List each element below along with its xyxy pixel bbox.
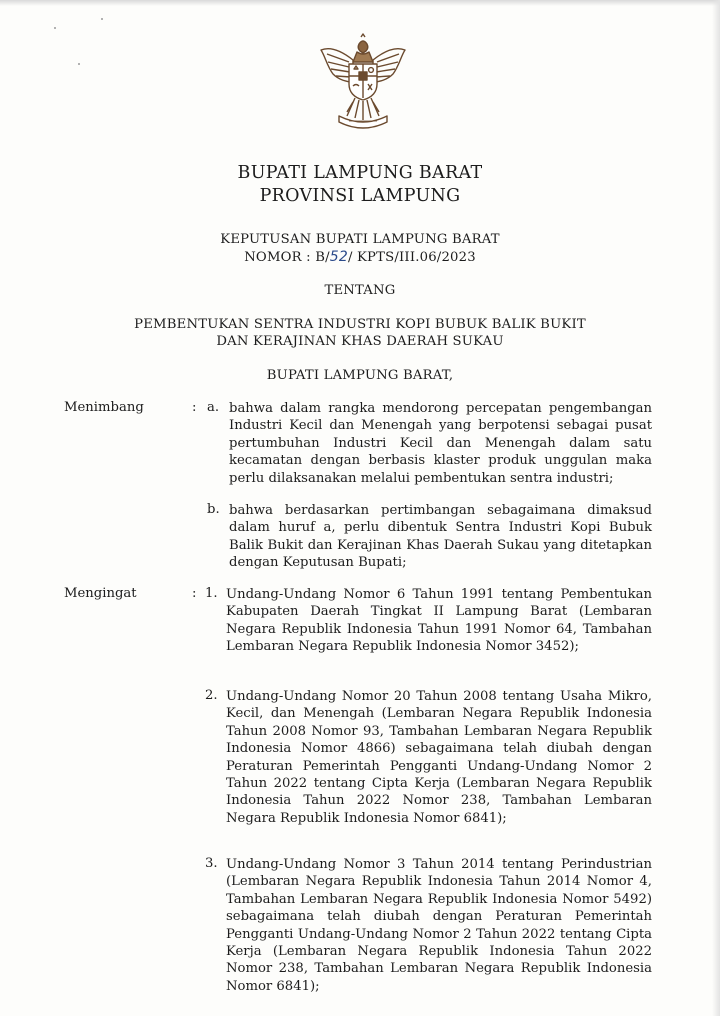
decree-title: KEPUTUSAN BUPATI LAMPUNG BARAT [220,232,500,247]
province-title: PROVINSI LAMPUNG [259,186,461,206]
mengingat-mark-3: 3. [205,856,218,871]
office-title: BUPATI LAMPUNG BARAT [237,163,483,183]
menimbang-item-b: bahwa berdasarkan pertimbangan sebagaimana dimaksud dalam huruf a, perlu dibentuk Sentra Industri Kopi Bubuk Balik Bukit dan Kerajinan Khas Daerah Sukau yang ditetapkan dengan Keputusan Bupati; [229,503,652,571]
scan-edge-right [712,0,720,1016]
menimbang-colon: : [192,400,197,415]
scan-edge-top [0,0,720,6]
subject-line-1: PEMBENTUKAN SENTRA INDUSTRI KOPI BUBUK BALIK BUKIT [134,317,586,332]
mengingat-item-3: Undang-Undang Nomor 3 Tahun 2014 tentang Perindustrian (Lembaran Negara Republik Indonesia Tahun 2014 Nomor 4, Tambahan Lembaran Negara Republik Indonesia Nomor 5492) sebagaimana telah diubah dengan Peraturan Pemerintah Pengganti Undang-Undang Nomor 2 Tahun 2022 tentang Cipta Kerja (Lembaran Negara Republik Indonesia Tahun 2022 Nomor 238, Tambahan Lembaran Negara Republik Indonesia Nomor 6841); [226,857,652,994]
scan-speck [101,18,103,20]
mengingat-item-1: Undang-Undang Nomor 6 Tahun 1991 tentang Pembentukan Kabupaten Daerah Tingkat II Lampung Barat (Lembaran Negara Republik Indonesia Tahun 1991 Nomor 64, Tambahan Lembaran Negara Republik Indonesia Nomor 3452); [226,587,652,655]
menimbang-mark-a: a. [207,400,220,415]
mengingat-colon: : [192,586,197,601]
mengingat-label: Mengingat [64,586,137,601]
menimbang-label: Menimbang [64,400,144,415]
garuda-emblem-icon [313,32,413,132]
subject-line-2: DAN KERAJINAN KHAS DAERAH SUKAU [216,334,504,349]
scan-speck [54,27,56,29]
about-heading: TENTANG [324,283,396,298]
mengingat-mark-2: 2. [205,688,218,703]
mengingat-mark-1: 1. [205,586,218,601]
menimbang-item-a: bahwa dalam rangka mendorong percepatan pengembangan Industri Kecil dan Menengah yang berpotensi sebagai pusat pertumbuhan Industri Kecil dan Menengah dalam satu kecamatan dengan berbasis klaster produk unggulan maka perlu dilaksanakan melalui pembentukan sentra industri; [229,401,652,486]
scan-speck [78,63,80,65]
decree-number-prefix: NOMOR : B/ [244,250,330,265]
decree-number-suffix: / KPTS/III.06/2023 [347,250,476,265]
issuer-heading: BUPATI LAMPUNG BARAT, [266,368,454,383]
mengingat-item-2: Undang-Undang Nomor 20 Tahun 2008 tentang Usaha Mikro, Kecil, dan Menengah (Lembaran Negara Republik Indonesia Tahun 2008 Nomor 93, Tambahan Lembaran Negara Republik Indonesia Nomor 4866) sebagaimana telah diubah dengan Peraturan Pemerintah Pengganti Undang-Undang Nomor 2 Tahun 2022 tentang Cipta Kerja (Lembaran Negara Republik Indonesia Tahun 2022 Nomor 238, Tambahan Lembaran Negara Republik Indonesia Nomor 6841); [226,689,652,826]
decree-number-handwritten: 52 [329,249,348,265]
menimbang-mark-b: b. [207,502,220,517]
decree-number [0,249,720,265]
